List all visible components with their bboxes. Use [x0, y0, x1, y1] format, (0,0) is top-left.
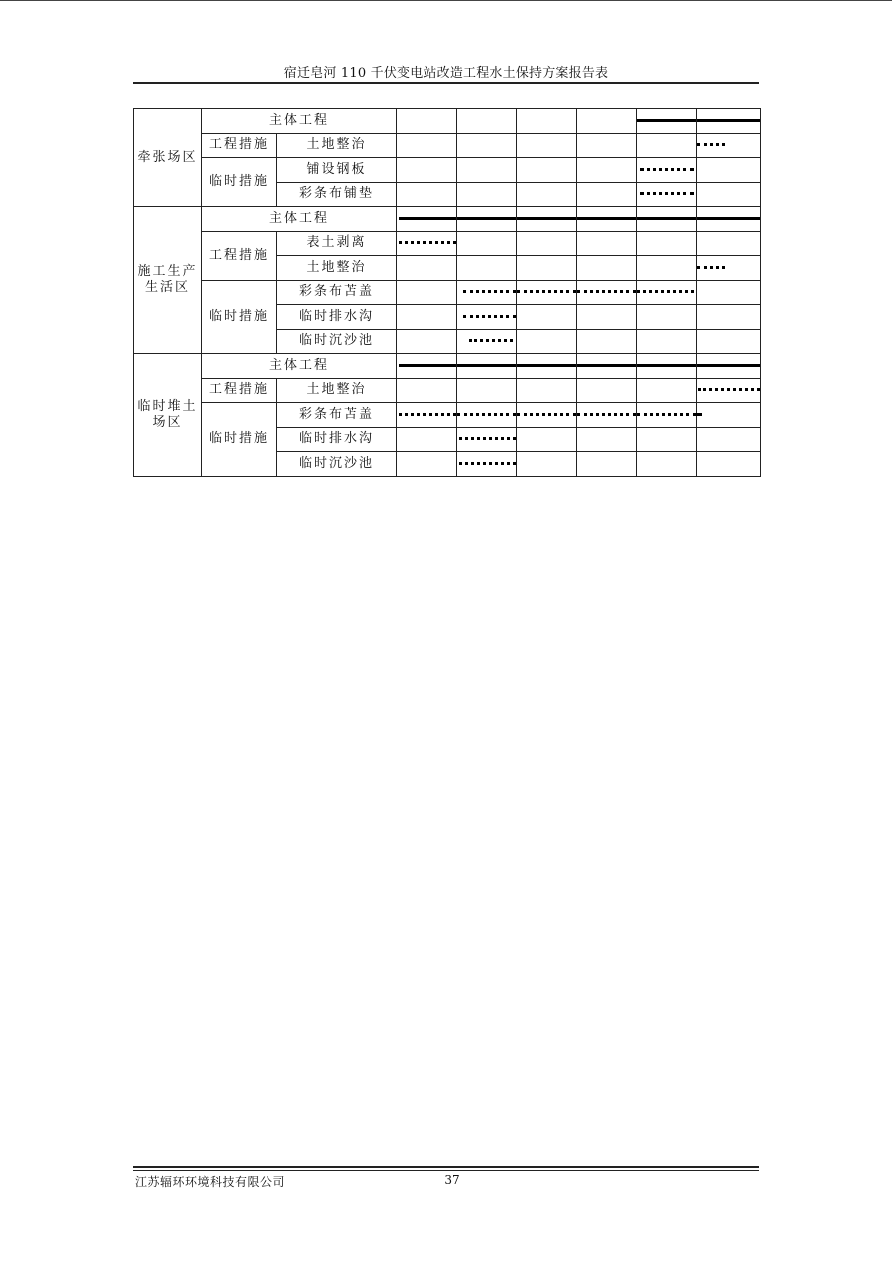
measure-bar — [577, 290, 636, 293]
table-row — [134, 133, 761, 158]
measure-bar — [640, 168, 694, 171]
period-cell — [397, 158, 457, 183]
main-works-bar — [399, 364, 456, 367]
period-cell — [577, 378, 637, 403]
period-cell — [697, 207, 761, 232]
main-works-bar — [457, 217, 516, 220]
period-cell — [577, 207, 637, 232]
period-cell — [637, 158, 697, 183]
period-cell — [637, 305, 697, 330]
period-cell — [397, 329, 457, 354]
period-cell — [697, 109, 761, 134]
period-cell — [577, 305, 637, 330]
measure-group-cell: 临时措施 — [202, 280, 277, 354]
period-cell — [397, 182, 457, 207]
period-cell — [397, 427, 457, 452]
period-cell — [517, 329, 577, 354]
period-cell — [457, 305, 517, 330]
measure-bar — [463, 290, 516, 293]
measure-item-cell: 土地整治 — [277, 133, 397, 158]
period-cell — [397, 378, 457, 403]
period-cell — [397, 280, 457, 305]
table-row — [134, 354, 761, 379]
header-rule — [133, 82, 759, 84]
period-cell — [517, 256, 577, 281]
measure-bar — [637, 290, 694, 293]
period-cell — [517, 109, 577, 134]
period-cell — [637, 427, 697, 452]
measure-bar — [697, 143, 725, 146]
period-cell — [457, 280, 517, 305]
main-works-bar — [697, 364, 760, 367]
period-cell — [457, 158, 517, 183]
table-row — [134, 403, 761, 428]
main-works-bar — [457, 364, 516, 367]
period-cell — [637, 452, 697, 477]
period-cell — [397, 207, 457, 232]
period-cell — [517, 133, 577, 158]
main-works-bar — [399, 217, 456, 220]
period-cell — [517, 354, 577, 379]
measure-group-cell: 临时措施 — [202, 158, 277, 207]
main-works-bar — [637, 119, 696, 122]
table-row — [134, 231, 761, 256]
measure-bar — [577, 413, 636, 416]
measure-bar — [637, 413, 696, 416]
main-works-bar — [697, 217, 760, 220]
measure-bar — [469, 339, 513, 342]
measure-item-cell: 铺设钢板 — [277, 158, 397, 183]
period-cell — [457, 133, 517, 158]
period-cell — [697, 133, 761, 158]
page-header-title: 宿迁皂河 110 千伏变电站改造工程水土保持方案报告表 — [283, 66, 609, 81]
period-cell — [457, 182, 517, 207]
main-works-bar — [577, 364, 636, 367]
main-works-bar — [517, 364, 576, 367]
period-cell — [577, 403, 637, 428]
footer-rule-thin — [133, 1170, 759, 1171]
table-row — [134, 378, 761, 403]
period-cell — [397, 133, 457, 158]
measure-item-cell: 彩条布苫盖 — [277, 403, 397, 428]
period-cell — [697, 403, 761, 428]
main-works-label: 主体工程 — [202, 109, 397, 134]
zone-cell: 施工生产生活区 — [134, 207, 202, 354]
schedule-table — [133, 108, 761, 477]
period-cell — [697, 182, 761, 207]
period-cell — [397, 403, 457, 428]
period-cell — [457, 452, 517, 477]
period-cell — [397, 256, 457, 281]
period-cell — [577, 280, 637, 305]
period-cell — [457, 403, 517, 428]
measure-item-cell: 临时排水沟 — [277, 305, 397, 330]
period-cell — [397, 354, 457, 379]
period-cell — [397, 452, 457, 477]
period-cell — [637, 256, 697, 281]
period-cell — [637, 280, 697, 305]
period-cell — [457, 207, 517, 232]
period-cell — [637, 378, 697, 403]
measure-item-cell: 土地整治 — [277, 378, 397, 403]
period-cell — [697, 231, 761, 256]
period-cell — [397, 109, 457, 134]
measure-bar — [517, 290, 576, 293]
period-cell — [457, 354, 517, 379]
measure-bar — [463, 315, 516, 318]
page-number: 37 — [444, 1173, 460, 1187]
schedule-table-body — [134, 109, 761, 477]
period-cell — [577, 452, 637, 477]
measure-item-cell: 临时排水沟 — [277, 427, 397, 452]
measure-bar — [459, 437, 516, 440]
period-cell — [517, 207, 577, 232]
period-cell — [517, 182, 577, 207]
footer-rule — [133, 1166, 759, 1168]
period-cell — [577, 354, 637, 379]
period-cell — [577, 329, 637, 354]
page-top-edge — [0, 0, 892, 1]
period-cell — [637, 207, 697, 232]
table-row — [134, 109, 761, 134]
period-cell — [517, 427, 577, 452]
period-cell — [697, 280, 761, 305]
period-cell — [517, 280, 577, 305]
period-cell — [697, 378, 761, 403]
period-cell — [637, 109, 697, 134]
period-cell — [457, 427, 517, 452]
table-row — [134, 158, 761, 183]
measure-bar — [399, 413, 456, 416]
main-works-bar — [637, 217, 696, 220]
period-cell — [577, 427, 637, 452]
period-cell — [577, 231, 637, 256]
period-cell — [577, 133, 637, 158]
period-cell — [457, 231, 517, 256]
footer-company: 江苏辐环环境科技有限公司 — [135, 1175, 286, 1189]
main-works-label: 主体工程 — [202, 354, 397, 379]
measure-bar — [457, 413, 516, 416]
main-works-label: 主体工程 — [202, 207, 397, 232]
period-cell — [577, 256, 637, 281]
period-cell — [457, 378, 517, 403]
measure-bar — [459, 462, 516, 465]
measure-bar — [698, 388, 760, 391]
measure-bar — [640, 192, 694, 195]
period-cell — [577, 182, 637, 207]
measure-group-cell: 工程措施 — [202, 378, 277, 403]
period-cell — [457, 256, 517, 281]
main-works-bar — [637, 364, 696, 367]
period-cell — [457, 109, 517, 134]
measure-item-cell: 临时沉沙池 — [277, 452, 397, 477]
measure-group-cell: 临时措施 — [202, 403, 277, 477]
zone-cell: 牵张场区 — [134, 109, 202, 207]
period-cell — [697, 354, 761, 379]
measure-bar — [399, 241, 456, 244]
measure-bar — [697, 266, 725, 269]
period-cell — [697, 452, 761, 477]
period-cell — [697, 305, 761, 330]
period-cell — [517, 231, 577, 256]
measure-bar — [517, 413, 576, 416]
period-cell — [697, 158, 761, 183]
period-cell — [397, 305, 457, 330]
period-cell — [637, 403, 697, 428]
period-cell — [697, 427, 761, 452]
period-cell — [637, 182, 697, 207]
main-works-bar — [517, 217, 576, 220]
measure-item-cell: 土地整治 — [277, 256, 397, 281]
measure-group-cell: 工程措施 — [202, 231, 277, 280]
period-cell — [517, 158, 577, 183]
table-row — [134, 207, 761, 232]
main-works-bar — [697, 119, 760, 122]
measure-group-cell: 工程措施 — [202, 133, 277, 158]
period-cell — [637, 354, 697, 379]
zone-cell: 临时堆土场区 — [134, 354, 202, 477]
period-cell — [577, 158, 637, 183]
period-cell — [517, 378, 577, 403]
period-cell — [457, 329, 517, 354]
measure-bar — [697, 413, 698, 416]
period-cell — [517, 305, 577, 330]
period-cell — [577, 109, 637, 134]
period-cell — [397, 231, 457, 256]
period-cell — [697, 256, 761, 281]
period-cell — [637, 329, 697, 354]
period-cell — [517, 403, 577, 428]
period-cell — [697, 329, 761, 354]
table-row — [134, 280, 761, 305]
measure-item-cell: 表土剥离 — [277, 231, 397, 256]
period-cell — [637, 231, 697, 256]
main-works-bar — [577, 217, 636, 220]
measure-item-cell: 临时沉沙池 — [277, 329, 397, 354]
period-cell — [517, 452, 577, 477]
period-cell — [637, 133, 697, 158]
measure-item-cell: 彩条布苫盖 — [277, 280, 397, 305]
measure-item-cell: 彩条布铺垫 — [277, 182, 397, 207]
